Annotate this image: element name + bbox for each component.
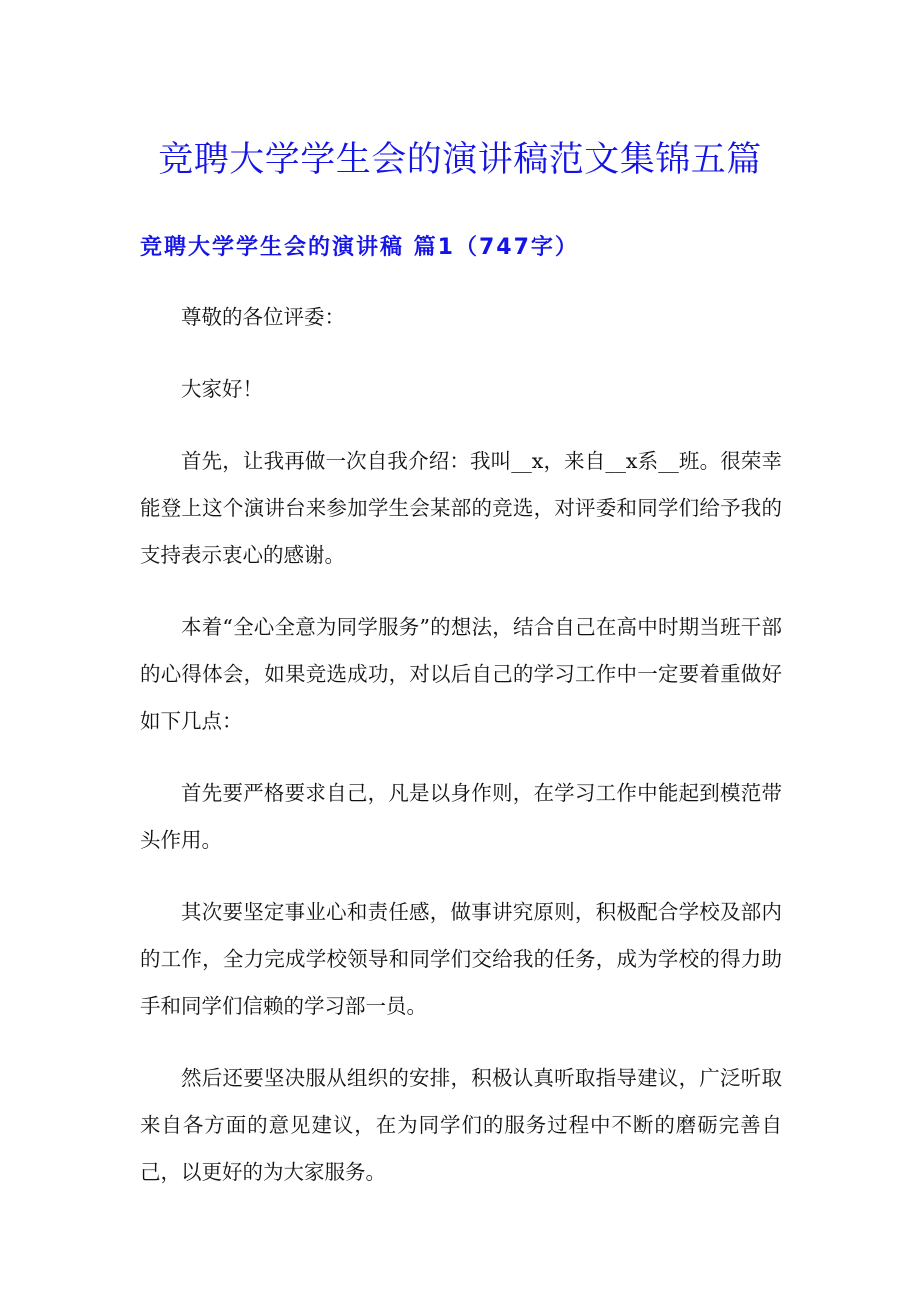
paragraph-point-3: 然后还要坚决服从组织的安排，积极认真听取指导建议，广泛听取来自各方面的意见建议，在为同学们的服务过程中不断的磨砺完善自己，以更好的为大家服务。 bbox=[140, 1066, 782, 1184]
paragraph-introduction: 首先，让我再做一次自我介绍：我叫__x，来自__x系__班。很荣幸能登上这个演讲台来参加学生会某部的竞选，对评委和同学们给予我的支持表示衷心的感谢。 bbox=[140, 449, 782, 567]
paragraph-intent: 本着“全心全意为同学服务”的想法，结合自己在高中时期当班干部的心得体会，如果竞选成功，对以后自己的学习工作中一定要着重做好如下几点： bbox=[140, 615, 782, 733]
paragraph-salutation: 尊敬的各位评委： bbox=[181, 305, 345, 329]
document-title: 竞聘大学学生会的演讲稿范文集锦五篇 bbox=[158, 140, 762, 180]
paragraph-point-1: 首先要严格要求自己，凡是以身作则，在学习工作中能起到模范带头作用。 bbox=[140, 781, 782, 852]
section-heading: 竞聘大学学生会的演讲稿 篇1（747字） bbox=[140, 235, 579, 260]
paragraph-greeting: 大家好！ bbox=[181, 377, 263, 401]
paragraph-point-2: 其次要坚定事业心和责任感，做事讲究原则，积极配合学校及部内的工作，全力完成学校领导和同学们交给我的任务，成为学校的得力助手和同学们信赖的学习部一员。 bbox=[140, 900, 782, 1018]
document-body bbox=[140, 294, 782, 1221]
